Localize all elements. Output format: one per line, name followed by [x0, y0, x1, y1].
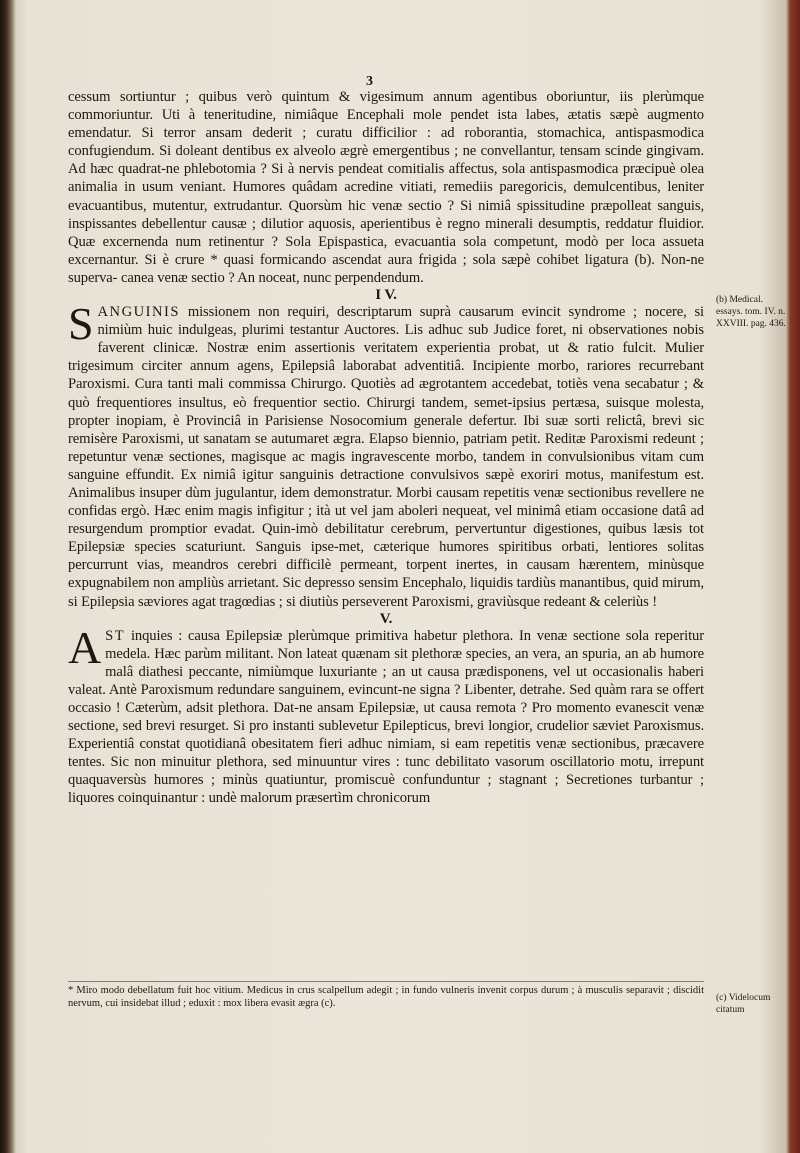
section-v-text: inquies : causa Epilepsiæ plerùmque primitiva habetur plethora. In venæ sectione sola reperitur medela. Hæc parùm militant. Non lateat quænam sit plethoræ species, an vera, an spuria, an ab humore malâ diathesi peccante, nimiùmque luxuriante ; an ut causa prædisponens, vel ut occasionalis haberi valeat. Antè Paroxismum redundare sanguinem, evincunt-ne signa ? Libenter, detrahe. Sed quàm rara se offert occasio ! Cæterùm, adsit plethora. Dat-ne ansam Epilepsiæ, ut causa remota ? Pro momento evanescit venæ sectione, sed brevi resurget. Si pro instanti sublevetur Epilepticus, brevi longior, crudelior sæviet Paroxismus. Experientiâ constat quotidianâ obesitatem fieri adhuc nimiam, si eam repetitis venæ sectionibus, præcavere tentes. Sic non minuitur plethora, sed minuuntur vires : tunc debilitato vasorum oscillatorio motu, irrepunt quaquaversùs humores ; minùs quatiuntur, promiscuè confunduntur ; stagnant ; Secretiones turbantur ; liquores coinquinantur : undè malorum præsertìm chronicorum: [68, 627, 704, 807]
dropcap-s: S: [68, 298, 94, 350]
main-text: [68, 88, 704, 808]
footnote: * Miro modo debellatum fuit hoc vitium. Medicus in crus scalpellum adegit ; in fundo vulneris invenit corpus durum ; à musculis separavit ; discidit nervum, cui insidebat illud ; eduxit : mox libera evasit ægra (c).: [68, 981, 704, 1010]
section-iv-paragraph: [68, 298, 704, 611]
margin-note-c: (c) Videlocum citatum: [716, 993, 771, 1015]
book-page: [14, 4, 786, 1148]
section-heading-iv: I V.: [375, 287, 397, 304]
section-heading-v: V.: [379, 610, 393, 627]
section-iv-lead: ANGUINIS: [97, 304, 181, 321]
section-v-paragraph: [68, 621, 704, 808]
margin-note-b: (b) Medical. essays. tom. IV. n. XXVIII. pag. 436.: [716, 295, 786, 329]
page-number: 3: [366, 74, 373, 89]
section-iv-text: missionem non requiri, descriptarum suprà causarum evincit syndrome ; nocere, si nimiùm huic indulgeas, plurimi testantur Auctores. Lis adhuc sub Judice foret, ni observationes nobis faverent clinicæ. Nostræ enim assertionis veritatem experientia probat, ut & ratio fulcit. Mulier trigesimum circiter annum agens, Epilepsiâ laborabat adventitiâ. Incipiente morbo, rariores recurrebant Paroxismi. Cura tanti mali commissa Chirurgo. Quotiès ad ægrotantem accedebat, totiès vena secabatur ; & quò frequentiores insultus, eò frequentior sectio. Chirurgi tandem, semet-ipsius pertæsa, suisque molesta, propter inopiam, è Provinciâ in Parisiense Nosocomium generale defertur. Ibi suæ sorti relictâ, brevi sic remisère Paroxismi, ut sanatam se autumaret ægra. Elapso biennio, patriam petit. Reditæ Paroxismi redeunt ; repetuntur venæ sectiones, magisque ac magis ingravescente morbo, tandem in convulsionibus vitam cum sanguine effundit. Ex nimiâ igitur sanguinis detractione convulsivos sæpè exoriri motus, manifestum est. Animalibus insuper dùm jugulantur, idem demonstratur. Morbi causam repetitis venæ sectionibus revellere ne confidas ergò. Hæc enim magis infigitur ; ità ut vel jam aboleri nequeat, vel minimâ etiam occasione datâ ad resurgendum promptior evadat. Quin-imò debilitatur cerebrum, pervertuntur digestiones, quibus læsis tot Epilepsiæ species scaturiunt. Sanguis ipse-met, cæterique humores spiritibus orbati, lentiores solitas percurrunt vias, meandros cerebri difficilè permeant, torpent inertes, in causam hærentem, minùsque expugnabilem non ampliùs arrietant. Sic depresso sensim Encephalo, liquidis tardiùs manantibus, quid mirum, si Epilepsia sæviores agat tragœdias ; si diutiùs perseverent Paroxismi, graviùsque redeant & celeriùs !: [68, 304, 704, 610]
dropcap-a: A: [68, 621, 102, 673]
section-v-lead: ST: [105, 627, 126, 644]
intro-paragraph: cessum sortiuntur ; quibus verò quintum & vigesimum annum agentibus oboriuntur, iis plerùmque commoriuntur. Uti à teneritudine, nimiâque Encephali mole pendet ista labes, ætatis sæpè augmento emendatur. Si terror ansam dederit ; curatu difficilior : ad roborantia, stomachica, antispasmodica confugiendum. Si doleant dentibus ex alveolo ægrè emergentibus ; ne convellantur, tensam scinde gingivam. Ad hæc quadrat-ne phlebotomia ? Si à nervis pendeat comitialis affectus, sola antispasmodica præcipuè olea animalia in usum veniant. Humores quâdam acredine vitiati, remediis paregoricis, demulcentibus, leniter evacuantibus, mutentur, extrudantur. Quorsùm hic venæ sectio ? Si nimiâ spissitudine præpolleat sanguis, inspissantes debellentur causæ ; dilutior aquosis, aperientibus è regno minerali desumptis, reddatur fluidior. Quæ excernenda num retinentur ? Sola Epispastica, evacuantia sola competunt, modò per loca assueta excernantur. Si è crure * quasi formicando ascendat aura frigida ; sola sæpè cohibet ligatura (b). Non-ne superva- canea venæ sectio ? An noceat, nunc perpendendum.: [68, 89, 704, 286]
